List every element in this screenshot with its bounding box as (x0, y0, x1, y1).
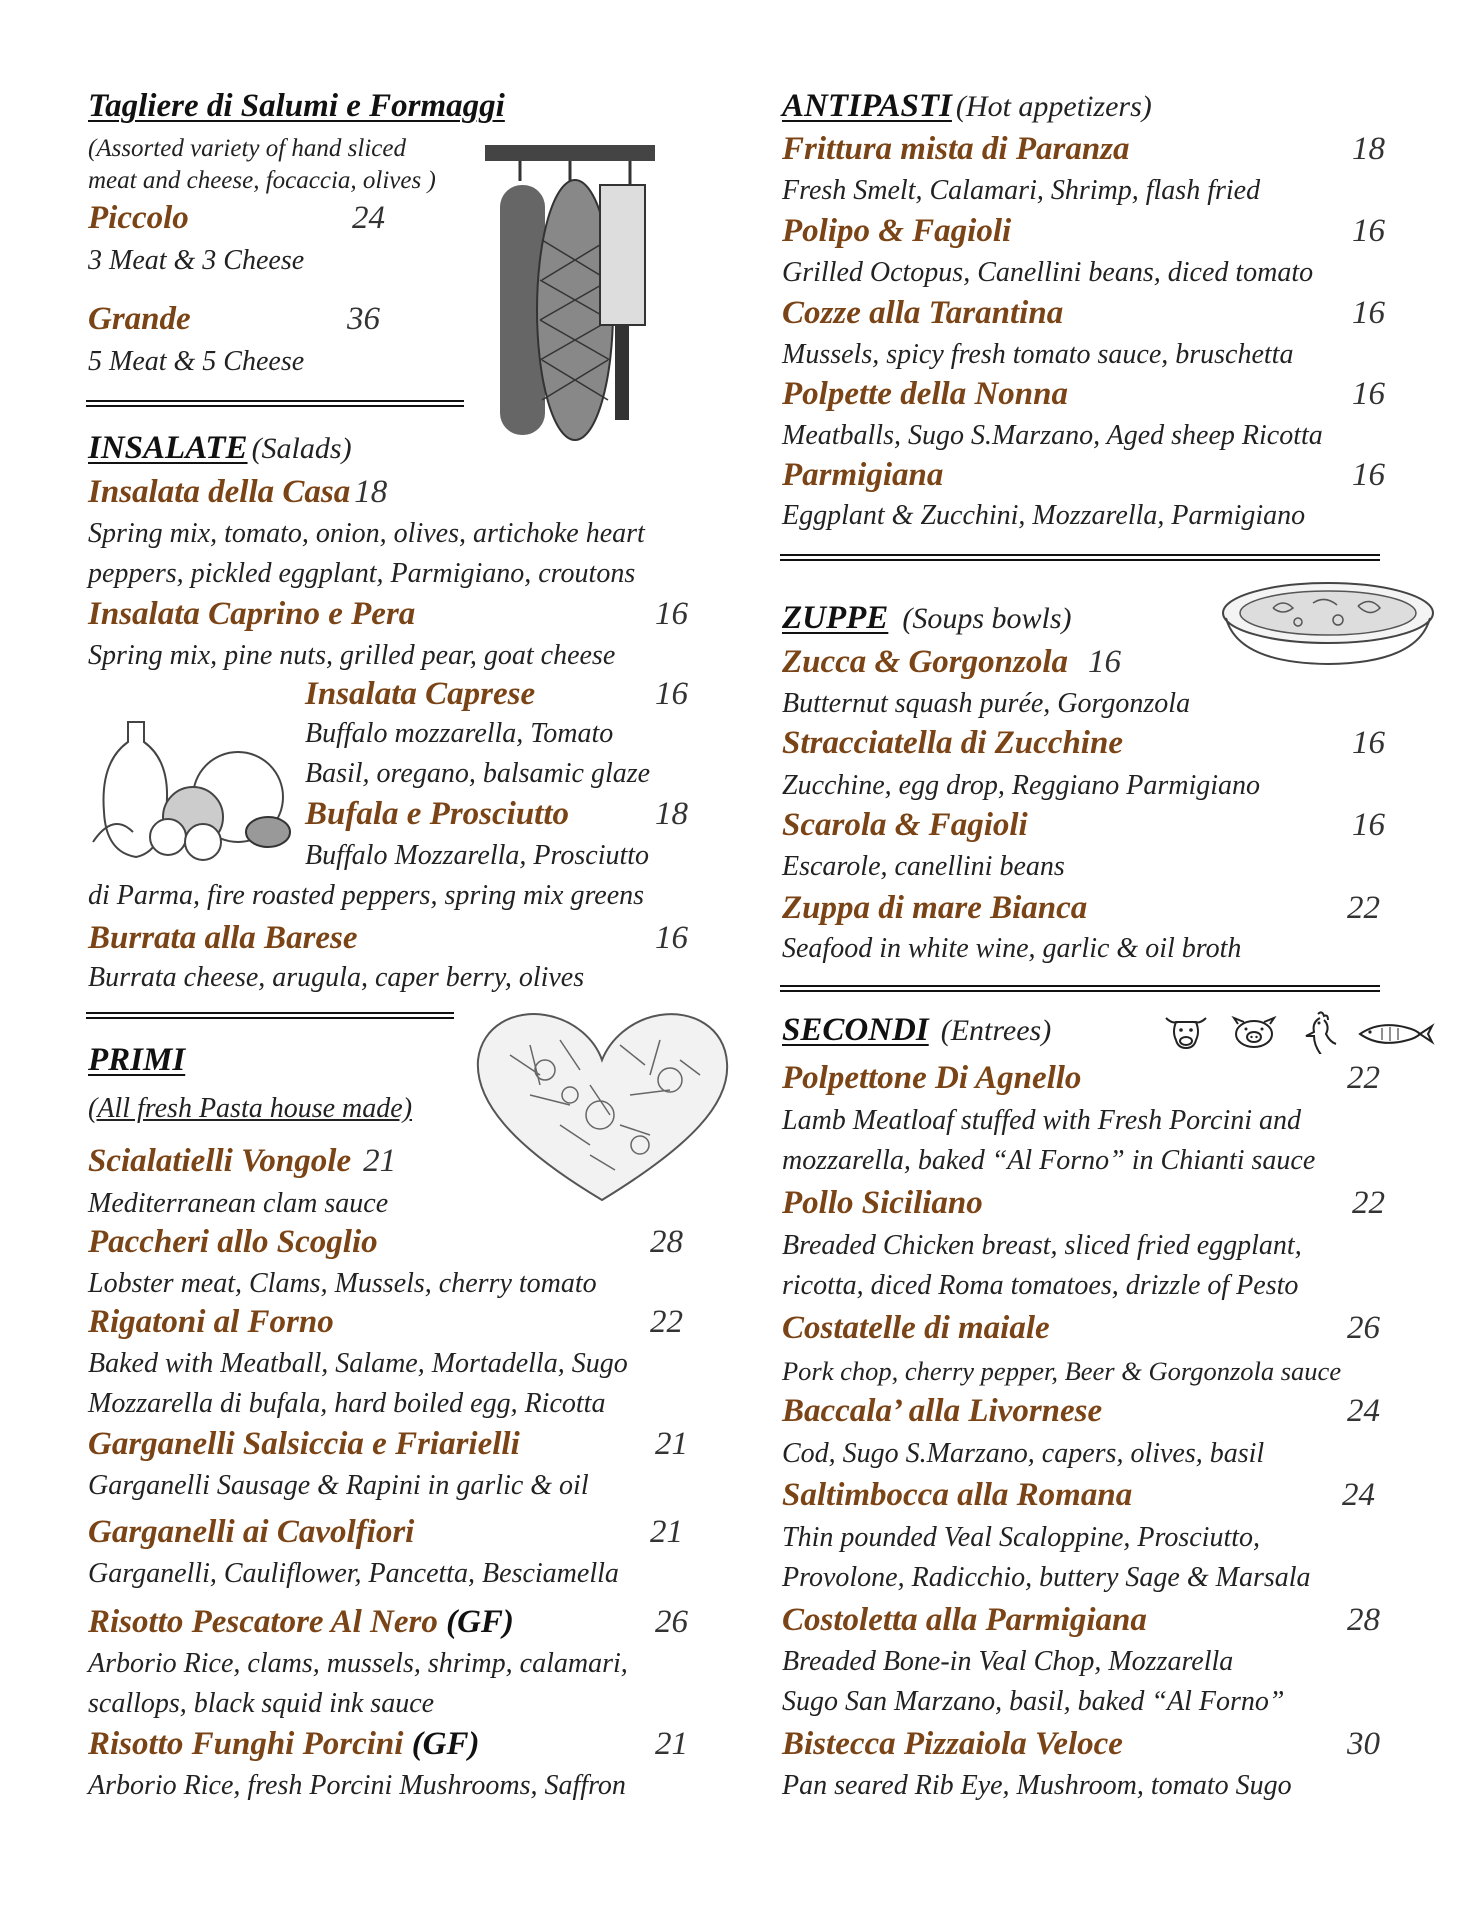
menu-item-desc: Lamb Meatloaf stuffed with Fresh Porcini and (782, 1105, 1302, 1136)
section-title: ZUPPE (782, 600, 889, 636)
gluten-free-badge: (GF) (411, 1726, 480, 1762)
menu-item-desc: Baked with Meatball, Salame, Mortadella, Sugo (88, 1348, 628, 1379)
menu-item-name: Costatelle di maiale (782, 1310, 1050, 1346)
menu-item-desc: Escarole, canellini beans (782, 851, 1065, 882)
menu-item-desc: ricotta, diced Roma tomatoes, drizzle of Pesto (782, 1270, 1299, 1301)
pig-icon (1230, 1016, 1278, 1050)
menu-item-price: 26 (655, 1604, 688, 1640)
menu-item-name: Cozze alla Tarantina (782, 295, 1064, 331)
section-subtitle: (Entrees) (940, 1014, 1052, 1047)
menu-item-price: 22 (1347, 1060, 1380, 1096)
menu-item-price: 22 (650, 1304, 683, 1340)
menu-item-desc: Sugo San Marzano, basil, baked “Al Forno” (782, 1686, 1285, 1717)
menu-item-desc: Spring mix, pine nuts, grilled pear, goat cheese (88, 640, 616, 671)
menu-item-price: 16 (1352, 807, 1385, 843)
menu-item-price: 16 (1088, 644, 1122, 680)
menu-item-desc: Lobster meat, Clams, Mussels, cherry tomato (88, 1268, 597, 1299)
cow-icon (1162, 1012, 1210, 1052)
menu-item-desc: Provolone, Radicchio, buttery Sage & Marsala (782, 1562, 1311, 1593)
menu-item-name: Insalata Caprese (305, 676, 536, 712)
menu-item-price: 16 (1352, 376, 1385, 412)
menu-item-price: 24 (1347, 1393, 1380, 1429)
soup-bowl-illustration-icon (1218, 578, 1438, 668)
primi-title: PRIMI (88, 1042, 186, 1078)
section-subtitle: (Soups bowls) (902, 602, 1072, 635)
menu-item-name: Rigatoni al Forno (88, 1304, 334, 1340)
menu-item-name: Polpette della Nonna (782, 376, 1068, 412)
menu-item-price: 21 (650, 1514, 683, 1550)
menu-item-desc: Thin pounded Veal Scaloppine, Prosciutto, (782, 1522, 1261, 1553)
zuppe-header (782, 600, 1072, 637)
menu-item-desc: Eggplant & Zucchini, Mozzarella, Parmigiano (782, 500, 1306, 531)
menu-item-name: Piccolo (88, 200, 189, 236)
pasta-heart-illustration-icon (470, 1005, 735, 1210)
menu-item-name: Scarola & Fagioli (782, 807, 1028, 843)
menu-item-price: 30 (1347, 1726, 1380, 1762)
menu-item (88, 474, 387, 511)
menu-item-price: 22 (1347, 890, 1380, 926)
menu-item (88, 1604, 514, 1641)
menu-item-desc: Basil, oregano, balsamic glaze (305, 758, 651, 789)
primi-subtitle: (All fresh Pasta house made) (88, 1093, 413, 1124)
fish-icon (1356, 1020, 1436, 1048)
menu-item-price: 18 (354, 474, 388, 510)
menu-item-desc: mozzarella, baked “Al Forno” in Chianti sauce (782, 1145, 1316, 1176)
menu-item-desc: Zucchine, egg drop, Reggiano Parmigiano (782, 770, 1261, 801)
menu-item-name: Pollo Siciliano (782, 1185, 983, 1221)
menu-item-price: 16 (655, 676, 688, 712)
menu-item-price: 18 (655, 796, 688, 832)
menu-item-price: 22 (1352, 1185, 1385, 1221)
menu-item-name: Burrata alla Barese (88, 920, 358, 956)
menu-item-desc: Meatballs, Sugo S.Marzano, Aged sheep Ricotta (782, 420, 1323, 451)
section-subtitle: (Hot appetizers) (955, 90, 1152, 123)
section-divider (780, 985, 1380, 992)
menu-item-desc: Mediterranean clam sauce (88, 1188, 389, 1219)
menu-item-price: 16 (1352, 295, 1385, 331)
menu-item-desc: Cod, Sugo S.Marzano, capers, olives, basil (782, 1438, 1265, 1469)
menu-item-price: 28 (1347, 1602, 1380, 1638)
menu-item-name: Bufala e Prosciutto (305, 796, 570, 832)
menu-item-desc: Pork chop, cherry pepper, Beer & Gorgonzola sauce (782, 1356, 1342, 1386)
menu-item-desc: Mussels, spicy fresh tomato sauce, bruschetta (782, 339, 1294, 370)
insalate-header (88, 430, 352, 467)
menu-item-price: 21 (363, 1143, 397, 1179)
menu-item-price: 16 (1352, 725, 1385, 761)
menu-item-price: 16 (655, 920, 688, 956)
menu-item-desc: Mozzarella di bufala, hard boiled egg, Ricotta (88, 1388, 606, 1419)
taglieri-title: Tagliere di Salumi e Formaggi (88, 88, 505, 124)
menu-item-desc: Breaded Bone-in Veal Chop, Mozzarella (782, 1646, 1234, 1677)
menu-item-name: Polpettone Di Agnello (782, 1060, 1082, 1096)
menu-item-name: Risotto Funghi Porcini (88, 1726, 412, 1762)
menu-item-price: 24 (352, 200, 385, 236)
section-subtitle: (Salads) (251, 432, 352, 465)
hanging-salami-icon (480, 140, 660, 470)
menu-item-price: 21 (655, 1726, 688, 1762)
menu-item-price: 16 (655, 596, 688, 632)
menu-item-desc: Spring mix, tomato, onion, olives, artichoke heart (88, 518, 645, 549)
section-title: SECONDI (782, 1012, 929, 1048)
section-divider (86, 1012, 454, 1019)
menu-item-desc: 3 Meat & 3 Cheese (88, 245, 305, 276)
menu-item-name: Polipo & Fagioli (782, 213, 1012, 249)
section-divider (86, 400, 464, 407)
menu-item-name: Scialatielli Vongole (88, 1143, 352, 1179)
menu-item-desc: Grilled Octopus, Canellini beans, diced tomato (782, 257, 1314, 288)
menu-item-desc: Pan seared Rib Eye, Mushroom, tomato Sugo (782, 1770, 1292, 1801)
menu-item-desc: di Parma, fire roasted peppers, spring mix greens (88, 880, 645, 911)
menu-item-price: 26 (1347, 1310, 1380, 1346)
menu-item-desc: scallops, black squid ink sauce (88, 1688, 435, 1719)
menu-item-name: Garganelli Salsiccia e Friarielli (88, 1426, 520, 1462)
section-title: INSALATE (88, 430, 248, 466)
menu-item (88, 1726, 480, 1763)
gluten-free-badge: (GF) (446, 1604, 514, 1640)
menu-item-price: 36 (347, 301, 380, 337)
menu-item-name: Zucca & Gorgonzola (782, 644, 1069, 680)
menu-item (88, 1143, 396, 1180)
menu-item-desc: Butternut squash purée, Gorgonzola (782, 688, 1191, 719)
menu-item-name: Insalata Caprino e Pera (88, 596, 416, 632)
menu-item-name: Stracciatella di Zucchine (782, 725, 1123, 761)
menu-item-name: Saltimbocca alla Romana (782, 1477, 1133, 1513)
menu-item-desc: Seafood in white wine, garlic & oil broth (782, 933, 1242, 964)
menu-item-desc: Arborio Rice, clams, mussels, shrimp, calamari, (88, 1648, 628, 1679)
taglieri-note: (Assorted variety of hand sliced (88, 135, 406, 162)
menu-item-price: 21 (655, 1426, 688, 1462)
menu-item-name: Grande (88, 301, 191, 337)
menu-item-price: 16 (1352, 213, 1385, 249)
menu-item-desc: peppers, pickled eggplant, Parmigiano, croutons (88, 558, 636, 589)
menu-item-name: Baccala’ alla Livornese (782, 1393, 1103, 1429)
secondi-header (782, 1012, 1051, 1049)
menu-item-name: Insalata della Casa (88, 474, 351, 510)
menu-item-name: Risotto Pescatore Al Nero (88, 1604, 447, 1640)
menu-item-desc: Arborio Rice, fresh Porcini Mushrooms, Saffron (88, 1770, 626, 1801)
section-title: ANTIPASTI (782, 88, 952, 124)
menu-item-price: 16 (1352, 457, 1385, 493)
menu-item-name: Parmigiana (782, 457, 944, 493)
chicken-icon (1300, 1010, 1340, 1054)
section-divider (780, 554, 1380, 561)
menu-item-name: Zuppa di mare Bianca (782, 890, 1088, 926)
menu-item-desc: Buffalo mozzarella, Tomato (305, 718, 614, 749)
menu-item-desc: Fresh Smelt, Calamari, Shrimp, flash fried (782, 175, 1261, 206)
menu-item-price: 18 (1352, 131, 1385, 167)
menu-item-desc: 5 Meat & 5 Cheese (88, 346, 305, 377)
menu-item-name: Garganelli ai Cavolfiori (88, 1514, 415, 1550)
menu-item-desc: Garganelli, Cauliflower, Pancetta, Besciamella (88, 1558, 619, 1589)
menu-item-desc: Burrata cheese, arugula, caper berry, olives (88, 962, 585, 993)
antipasti-header (782, 88, 1152, 125)
menu-item (782, 644, 1121, 681)
taglieri-note: meat and cheese, focaccia, olives ) (88, 167, 436, 194)
menu-item-name: Costoletta alla Parmigiana (782, 1602, 1147, 1638)
caprese-illustration-icon (88, 712, 298, 862)
menu-item-desc: Buffalo Mozzarella, Prosciutto (305, 840, 650, 871)
menu-item-name: Paccheri allo Scoglio (88, 1224, 378, 1260)
menu-item-price: 28 (650, 1224, 683, 1260)
menu-item-name: Bistecca Pizzaiola Veloce (782, 1726, 1123, 1762)
menu-item-price: 24 (1342, 1477, 1375, 1513)
menu-item-desc: Garganelli Sausage & Rapini in garlic & oil (88, 1470, 589, 1501)
menu-item-desc: Breaded Chicken breast, sliced fried eggplant, (782, 1230, 1302, 1261)
menu-item-name: Frittura mista di Paranza (782, 131, 1130, 167)
